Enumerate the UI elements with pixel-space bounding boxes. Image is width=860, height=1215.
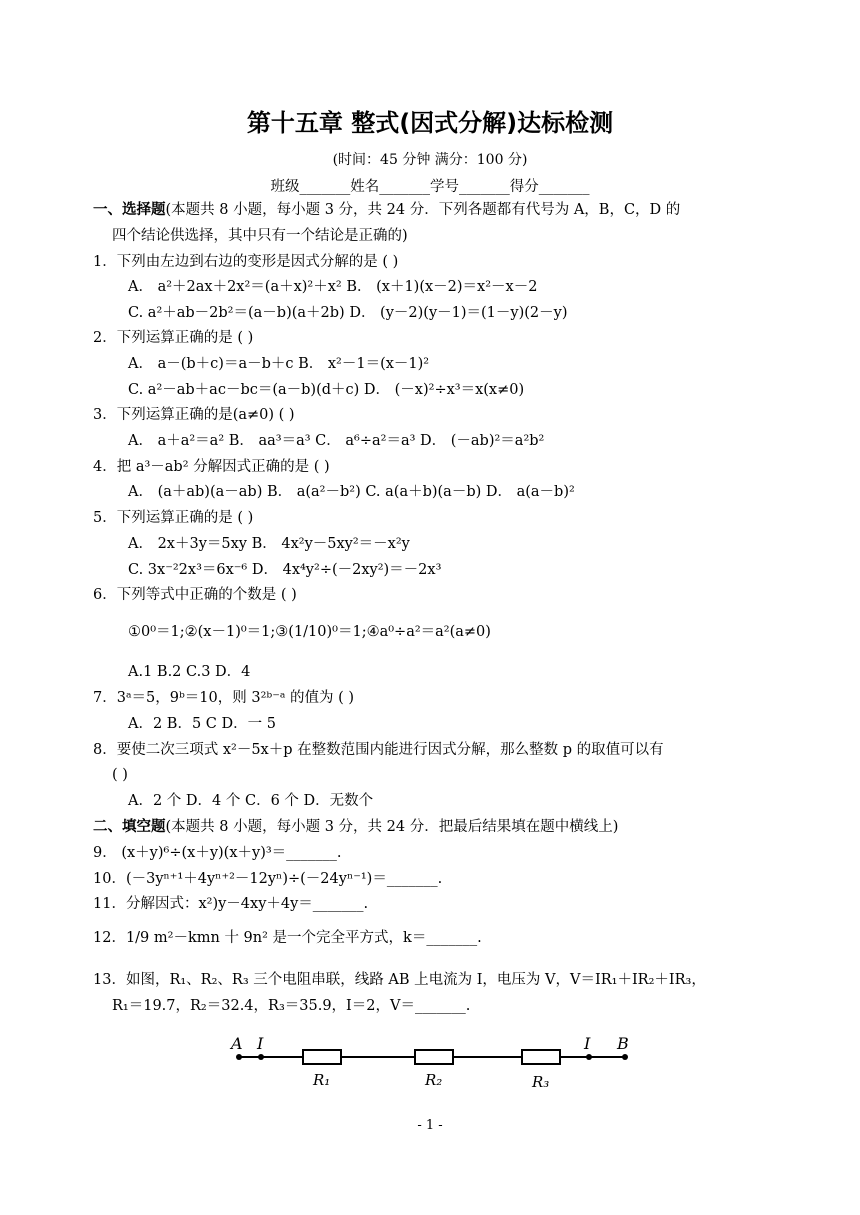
question-2-options-ab: A． a－(b＋c)＝a－b＋c B． x²－1＝(x－1)² [128,356,430,372]
student-info-line: 班级_______姓名_______学号_______得分_______ [270,179,590,195]
question-1-options-ab: A． a²＋2ax＋2x²＝(a＋x)²＋x² B． (x＋1)(x－2)＝x²－x－2 [128,279,538,295]
label-r1: R₁ [313,1071,331,1089]
question-1-options-cd: C. a²＋ab－2b²＝(a－b)(a＋2b) D． (y－2)(y－1)＝(1－y)(2－y) [128,305,568,321]
question-6-options: A.1 B.2 C.3 D．4 [128,664,251,680]
question-8-answer-bracket: ( ) [112,767,128,783]
question-2-stem: 2．下列运算正确的是 ( ) [93,330,254,346]
question-3-stem: 3．下列运算正确的是(a≠0) ( ) [93,407,295,423]
node-i-left-dot [258,1054,264,1060]
fill-question-10: 10．(－3yⁿ⁺¹＋4yⁿ⁺²－12yⁿ)÷(－24yⁿ⁻¹)＝_______. [93,871,443,887]
section1-desc1: (本题共 8 小题，每小题 3 分，共 24 分．下列各题都有代号为 A，B，C，D 的 [165,202,681,218]
resistor-r2 [415,1050,453,1064]
label-a: A [231,1034,243,1053]
label-r2: R₂ [425,1071,443,1089]
fill-question-13-line2: R₁＝19.7，R₂＝32.4，R₃＝35.9，I＝2，V＝_______. [112,998,471,1014]
question-3-options: A． a＋a²＝a² B． aa³＝a³ C． a⁶÷a²＝a³ D． (－ab)²＝a²b² [128,433,545,449]
question-7-options: A．2 B．5 C D．一 5 [128,716,276,732]
fill-question-9: 9． (x＋y)⁶÷(x＋y)(x＋y)³＝_______. [93,845,342,861]
fill-question-13-line1: 13．如图，R₁、R₂、R₃ 三个电阻串联，线路 AB 上电流为 I，电压为 V，V＝IR₁＋IR₂＋IR₃， [93,972,706,988]
question-1-stem: 1．下列由左边到右边的变形是因式分解的是 ( ) [93,254,399,270]
question-4-options: A． (a＋ab)(a－ab) B． a(a²－b²) C. a(a＋b)(a－b) D． a(a－b)² [128,484,575,500]
page-title: 第十五章 整式(因式分解)达标检测 [246,109,614,137]
label-r3: R₃ [532,1073,550,1091]
question-5-options-cd: C. 3x⁻²2x³＝6x⁻⁶ D． 4x⁴y²÷(－2xy²)＝－2x³ [128,562,442,578]
node-b-dot [622,1054,628,1060]
fill-question-11: 11．分解因式：x²)y－4xy＋4y＝_______. [93,896,369,912]
series-circuit-diagram [225,1033,645,1095]
question-5-stem: 5．下列运算正确的是 ( ) [93,510,254,526]
question-6-stem: 6．下列等式中正确的个数是 ( ) [93,587,297,603]
question-7-stem: 7．3ᵃ＝5，9ᵇ＝10，则 3²ᵇ⁻ᵃ 的值为 ( ) [93,690,355,706]
label-b: B [617,1034,629,1053]
question-6-statements: ①0⁰＝1;②(x－1)⁰＝1;③(1/10)⁰＝1;④a⁰÷a²＝a²(a≠0) [128,624,491,640]
label-i-left: I [257,1034,264,1053]
node-a-dot [236,1054,242,1060]
page-number: - 1 - [417,1118,443,1133]
question-4-stem: 4．把 a³－ab² 分解因式正确的是 ( ) [93,459,330,475]
section1-line1 [93,200,680,220]
exam-subtitle: (时间：45 分钟 满分：100 分) [332,152,528,168]
section2-line [93,817,618,837]
resistor-r3 [522,1050,560,1064]
fill-question-12: 12．1/9 m²－kmn 十 9n² 是一个完全平方式，k＝_______. [93,930,482,946]
section2-desc: (本题共 8 小题，每小题 3 分，共 24 分．把最后结果填在题中横线上) [165,819,619,835]
question-2-options-cd: C. a²－ab＋ac－bc＝(a－b)(d＋c) D． (－x)²÷x³＝x(x≠0) [128,382,525,398]
question-5-options-ab: A． 2x＋3y＝5xy B． 4x²y－5xy²＝－x²y [128,536,410,552]
section1-heading: 一、选择题 [93,202,166,218]
question-8-stem: 8．要使二次三项式 x²－5x＋p 在整数范围内能进行因式分解，那么整数 p 的取值可以有 [93,742,664,758]
section2-heading: 二、填空题 [93,819,166,835]
resistor-r1 [303,1050,341,1064]
question-8-options: A．2 个 D．4 个 C．6 个 D．无数个 [128,793,374,809]
section1-desc2: 四个结论供选择，其中只有一个结论是正确的) [112,228,408,244]
label-i-right: I [584,1034,591,1053]
node-i-right-dot [586,1054,592,1060]
